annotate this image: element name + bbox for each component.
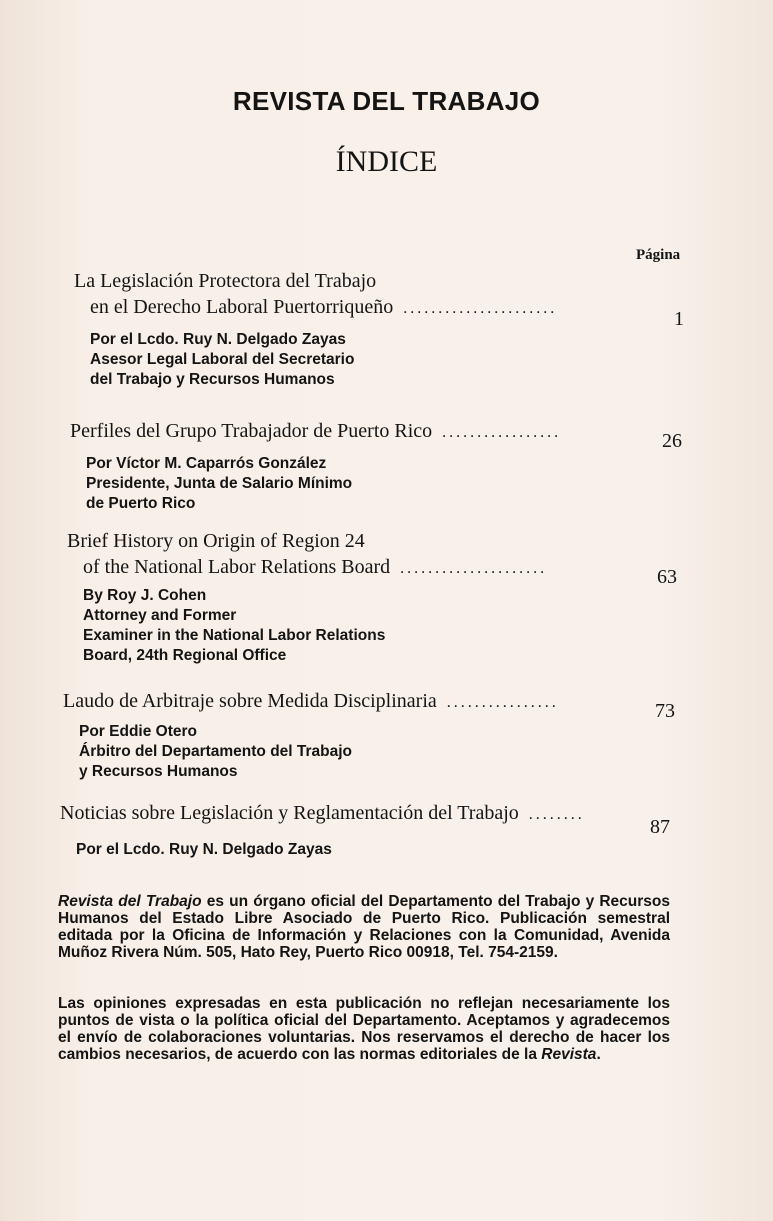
index-title: ÍNDICE (335, 145, 438, 178)
entry-title-text: of the National Labor Relations Board (83, 556, 391, 578)
entry-title-line: Brief History on Origin of Region 24 (67, 530, 365, 552)
publication-notice (58, 893, 670, 961)
author-line: y Recursos Humanos (79, 763, 238, 780)
author-line: del Trabajo y Recursos Humanos (90, 371, 335, 388)
entry-page-number: 63 (657, 566, 677, 588)
entry-title (74, 268, 694, 322)
entry-title-line (70, 418, 690, 446)
journal-title: REVISTA DEL TRABAJO (232, 86, 541, 116)
entry-title-line (60, 800, 700, 828)
leader-dots: ...................... (403, 300, 558, 317)
author-line: Attorney and Former (83, 607, 237, 624)
entry-page-number: 1 (674, 308, 684, 330)
entry-title-line (63, 688, 683, 716)
entry-title-line (74, 294, 694, 322)
toc-entry (70, 418, 690, 514)
entry-author (60, 840, 700, 860)
leader-dots: ................ (446, 694, 559, 711)
author-line: Por el Lcdo. Ruy N. Delgado Zayas (76, 841, 332, 858)
leader-dots: ................. (442, 424, 562, 441)
entry-title (70, 418, 690, 446)
author-line: Presidente, Junta de Salario Mínimo (86, 475, 353, 492)
leader-dots: ..................... (400, 560, 548, 577)
entry-title-text: Laudo de Arbitraje sobre Medida Disciplinaria (63, 690, 437, 712)
entry-title-text: en el Derecho Laboral Puertorriqueño (90, 296, 394, 318)
entry-page-number: 73 (655, 700, 675, 722)
leader-dots: ........ (528, 806, 585, 823)
entry-title-text: Noticias sobre Legislación y Reglamentación del Trabajo (60, 802, 519, 824)
disclaimer-notice (58, 995, 670, 1063)
author-line: Board, 24th Regional Office (83, 647, 287, 664)
entry-title (60, 800, 700, 828)
toc-entry (63, 688, 683, 782)
toc-entry (67, 528, 687, 666)
toc-entry (74, 268, 694, 390)
disclaimer-end: . (596, 1046, 601, 1063)
entry-title (67, 528, 687, 582)
author-line: Árbitro del Departamento del Trabajo (79, 743, 353, 760)
toc-entry (60, 800, 700, 860)
author-line: Examiner in the National Labor Relations (83, 627, 386, 644)
disclaimer-text: Las opiniones expresadas en esta publicación no reflejan necesariamente los puntos de vista o la política oficial del Departamento. Aceptamos y agradecemos el envío de colaboraciones voluntarias. Nos reservamos el derecho de hacer los cambios necesarios, de acuerdo con las normas editoriales de la (58, 995, 670, 1063)
author-line: Por el Lcdo. Ruy N. Delgado Zayas (90, 331, 346, 348)
author-line: de Puerto Rico (86, 495, 196, 512)
author-line: Asesor Legal Laboral del Secretario (90, 351, 355, 368)
entry-title-line (67, 554, 687, 582)
entry-author (63, 722, 683, 782)
entry-author (74, 330, 694, 390)
entry-author (67, 586, 687, 666)
page-column-label: Página (636, 247, 681, 263)
publication-notice-text: es un órgano oficial del Departamento del Trabajo y Recursos Humanos del Estado Libre Asociado de Puerto Rico. Publicación semestral editada por la Oficina de Información y Relaciones con la Comunidad, Avenida Muñoz Rivera Núm. 505, Hato Rey, Puerto Rico 00918, Tel. 754-2159. (58, 893, 671, 961)
author-line: By Roy J. Cohen (83, 587, 207, 604)
entry-author (70, 454, 690, 514)
entry-page-number: 87 (650, 816, 670, 838)
entry-title-line: La Legislación Protectora del Trabajo (74, 270, 377, 292)
journal-name-italic: Revista del Trabajo (58, 893, 202, 910)
entry-page-number: 26 (662, 430, 682, 452)
journal-name-italic: Revista (541, 1046, 597, 1063)
author-line: Por Eddie Otero (79, 723, 197, 740)
author-line: Por Víctor M. Caparrós González (86, 455, 327, 472)
entry-title-text: Perfiles del Grupo Trabajador de Puerto Rico (70, 420, 433, 442)
entry-title (63, 688, 683, 716)
